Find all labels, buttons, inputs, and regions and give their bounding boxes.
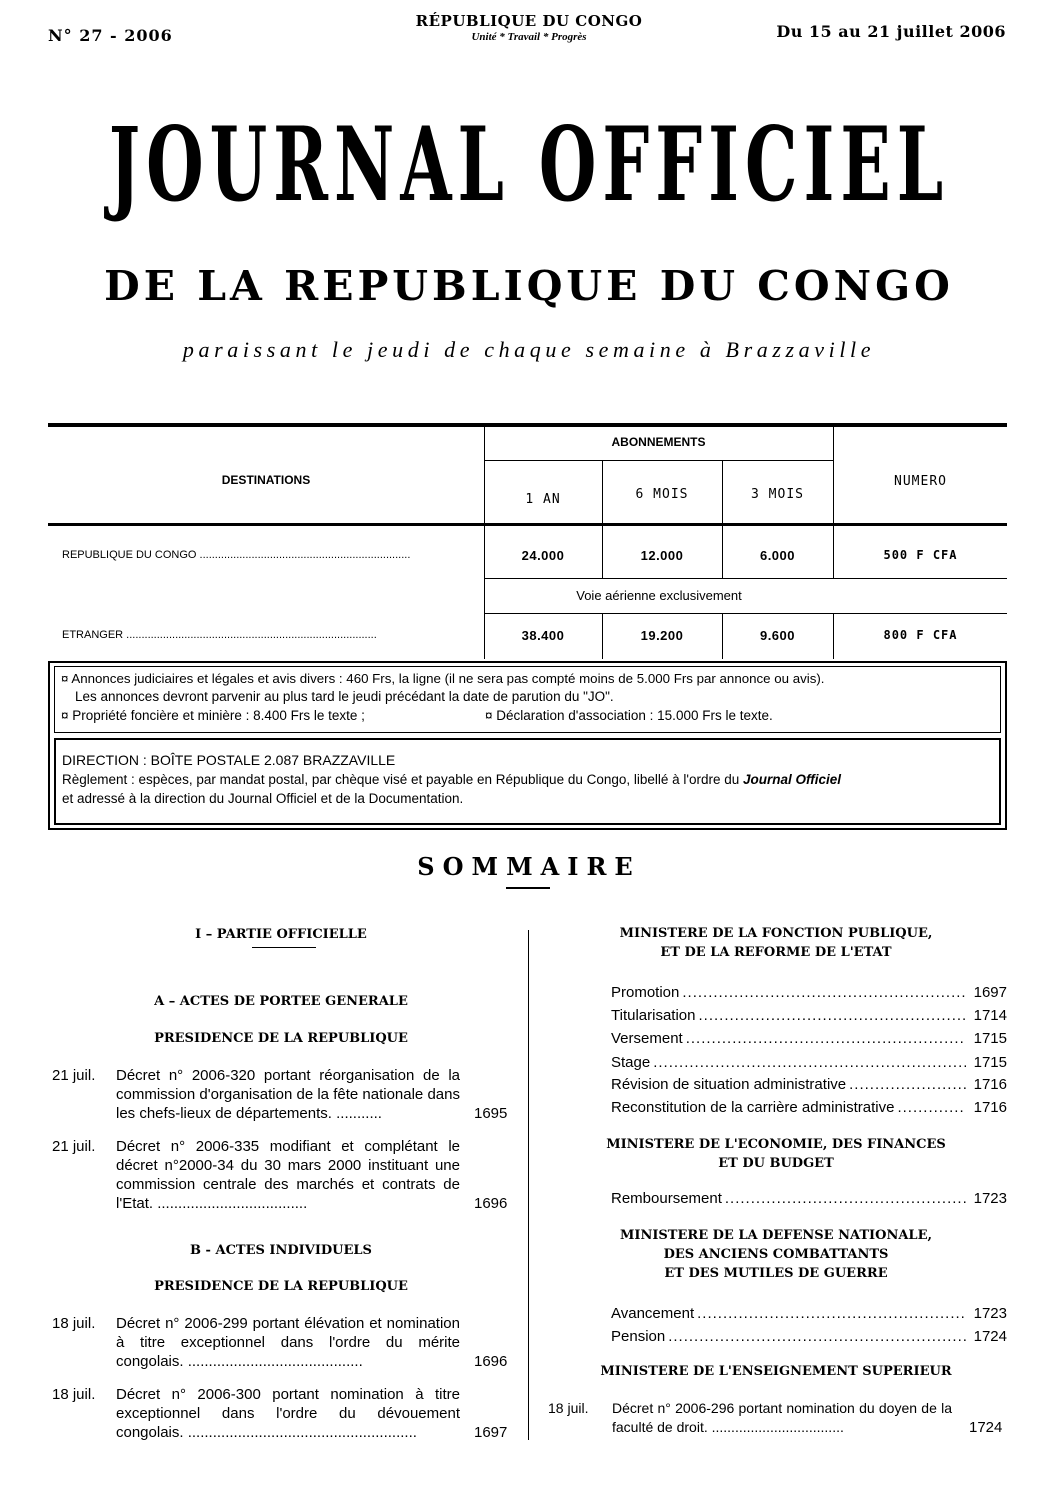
toc-dots bbox=[686, 1029, 966, 1048]
toc-dots bbox=[668, 1327, 966, 1346]
congo-3mois: 6.000 bbox=[759, 548, 796, 563]
entry-date: 18 juil. bbox=[52, 1315, 96, 1332]
toc-item bbox=[611, 1006, 1007, 1025]
journal-tagline: paraissant le jeudi de chaque semaine à Brazzaville bbox=[182, 337, 876, 362]
toc-dots bbox=[653, 1053, 966, 1072]
presidence-b: PRESIDENCE DE LA REPUBLIQUE bbox=[154, 1279, 408, 1294]
etranger-3mois: 9.600 bbox=[759, 628, 796, 643]
journal-officiel-emphasis: Journal Officiel bbox=[743, 772, 842, 787]
abonnements-header: ABONNEMENTS bbox=[611, 435, 706, 449]
divider bbox=[484, 578, 1007, 579]
etranger-1an: 38.400 bbox=[521, 628, 565, 643]
col-1an: 1 AN bbox=[525, 492, 561, 507]
sommaire-entry bbox=[52, 1137, 512, 1217]
col-3mois: 3 MOIS bbox=[751, 487, 804, 502]
col-6mois: 6 MOIS bbox=[635, 487, 689, 502]
divider bbox=[484, 613, 1007, 614]
numero-header: NUMERO bbox=[894, 474, 947, 489]
toc-page: 1715 bbox=[973, 1030, 1007, 1047]
toc-item bbox=[611, 1189, 1007, 1208]
congo-1an: 24.000 bbox=[521, 548, 565, 563]
section-a: A – ACTES DE PORTEE GENERALE bbox=[154, 994, 408, 1009]
toc-page: 1714 bbox=[973, 1007, 1007, 1024]
table-top-rule bbox=[48, 423, 1007, 427]
toc-item bbox=[611, 1053, 1007, 1072]
toc-label: Stage bbox=[611, 1054, 651, 1071]
issue-number: N° 27 - 2006 bbox=[48, 26, 173, 45]
direction-line2 bbox=[62, 771, 997, 788]
toc-dots bbox=[682, 983, 966, 1002]
toc-item bbox=[611, 1304, 1007, 1323]
toc-label: Versement bbox=[611, 1030, 683, 1047]
toc-dots bbox=[849, 1075, 966, 1094]
direction-box bbox=[54, 738, 1001, 825]
toc-item bbox=[611, 983, 1007, 1002]
entry-text: Décret n° 2006-335 modifiant et complétant le décret n°2000-34 du 30 mars 2000 instituant une commission centrale des marchés et contrats de l'Etat. .................................... bbox=[116, 1138, 460, 1212]
partie-underline bbox=[252, 947, 316, 948]
toc-label: Pension bbox=[611, 1328, 666, 1345]
toc-dots bbox=[725, 1189, 966, 1208]
entry-page: 1695 bbox=[474, 1105, 508, 1122]
sommaire-underline bbox=[506, 887, 550, 889]
partie-officielle: I – PARTIE OFFICIELLE bbox=[195, 927, 367, 942]
annonces-line3b: ¤ Déclaration d'association : 15.000 Frs le texte. bbox=[485, 708, 773, 723]
sommaire-entry bbox=[52, 1066, 512, 1126]
toc-page: 1716 bbox=[973, 1076, 1007, 1093]
direction-line3: et adressé à la direction du Journal Officiel et de la Documentation. bbox=[62, 791, 464, 806]
toc-page: 1715 bbox=[973, 1054, 1007, 1071]
sommaire-entry bbox=[52, 1385, 512, 1445]
row-congo-label: REPUBLIQUE DU CONGO ..................................................................... bbox=[62, 549, 411, 561]
entry-text: Décret n° 2006-299 portant élévation et nomination à titre exceptionnel dans l'ordre du mérite congolais. .......................................... bbox=[116, 1315, 460, 1370]
toc-page: 1716 bbox=[973, 1099, 1007, 1116]
row-etranger-label: ETRANGER .................................................................................. bbox=[62, 629, 377, 641]
annonces-line2: Les annonces devront parvenir au plus tard le jeudi précédant la date de parution du "JO". bbox=[75, 689, 614, 704]
toc-page: 1723 bbox=[973, 1305, 1007, 1322]
section-b: B - ACTES INDIVIDUELS bbox=[190, 1243, 372, 1258]
toc-page: 1697 bbox=[973, 984, 1007, 1001]
toc-page: 1723 bbox=[973, 1190, 1007, 1207]
voie-aerienne: Voie aérienne exclusivement bbox=[576, 588, 742, 603]
ministry-enseignement: MINISTERE DE L'ENSEIGNEMENT SUPERIEUR bbox=[600, 1364, 952, 1379]
journal-subtitle: DE LA REPUBLIQUE DU CONGO bbox=[104, 262, 954, 310]
toc-item bbox=[611, 1098, 1007, 1117]
sommaire-entry bbox=[548, 1399, 1007, 1443]
entry-page: 1697 bbox=[474, 1424, 508, 1441]
ministry-defense: MINISTERE DE LA DEFENSE NATIONALE, DES ANCIENS COMBATTANTS ET DES MUTILES DE GUERRE bbox=[619, 1228, 932, 1281]
column-divider bbox=[528, 930, 529, 1440]
toc-item bbox=[611, 1029, 1007, 1048]
toc-item bbox=[611, 1075, 1007, 1094]
table-header-rule bbox=[48, 523, 1007, 526]
presidence-a: PRESIDENCE DE LA REPUBLIQUE bbox=[154, 1031, 408, 1046]
republic-name: RÉPUBLIQUE DU CONGO bbox=[415, 12, 643, 30]
toc-label: Reconstitution de la carrière administrative bbox=[611, 1099, 895, 1116]
republic-motto: Unité * Travail * Progrès bbox=[471, 31, 587, 43]
destinations-header: DESTINATIONS bbox=[221, 473, 311, 487]
ministry-fonction-publique: MINISTERE DE LA FONCTION PUBLIQUE, ET DE LA REFORME DE L'ETAT bbox=[619, 926, 933, 960]
entry-text: Décret n° 2006-296 portant nomination du doyen de la faculté de droit. .................................. bbox=[612, 1400, 952, 1435]
entry-date: 18 juil. bbox=[52, 1386, 96, 1403]
entry-date: 18 juil. bbox=[548, 1400, 589, 1416]
entry-text: Décret n° 2006-320 portant réorganisation de la commission d'organisation de la fête nationale dans les chefs-lieux de départements. ........... bbox=[116, 1067, 460, 1122]
entry-page: 1696 bbox=[474, 1353, 508, 1370]
toc-label: Titularisation bbox=[611, 1007, 696, 1024]
sommaire-title: SOMMAIRE bbox=[417, 852, 641, 881]
annonces-box bbox=[54, 666, 1001, 733]
entry-page: 1696 bbox=[474, 1195, 508, 1212]
etranger-numero: 800 F CFA bbox=[883, 628, 958, 642]
entry-page: 1724 bbox=[969, 1419, 1003, 1436]
direction-line2-text: Règlement : espèces, par mandat postal, par chèque visé et payable en République du Congo, libellé à l'ordre du bbox=[62, 772, 744, 787]
etranger-6mois: 19.200 bbox=[640, 628, 684, 643]
divider bbox=[484, 460, 834, 461]
issue-dates: Du 15 au 21 juillet 2006 bbox=[776, 22, 1006, 41]
sommaire-entry bbox=[52, 1314, 512, 1374]
toc-page: 1724 bbox=[973, 1328, 1007, 1345]
entry-text: Décret n° 2006-300 portant nomination à titre exceptionnel dans l'ordre du dévouement congolais. ....................................................... bbox=[116, 1386, 460, 1441]
toc-label: Promotion bbox=[611, 984, 680, 1001]
entry-date: 21 juil. bbox=[52, 1138, 96, 1155]
toc-label: Avancement bbox=[611, 1305, 695, 1322]
toc-dots bbox=[897, 1098, 966, 1117]
toc-label: Remboursement bbox=[611, 1190, 722, 1207]
congo-6mois: 12.000 bbox=[640, 548, 684, 563]
toc-dots bbox=[697, 1304, 966, 1323]
journal-title: JOURNAL OFFICIEL bbox=[108, 104, 950, 225]
entry-date: 21 juil. bbox=[52, 1067, 96, 1084]
divider bbox=[484, 427, 485, 659]
annonces-line3a: ¤ Propriété foncière et minière : 8.400 Frs le texte ; bbox=[61, 708, 365, 723]
ministry-economie: MINISTERE DE L'ECONOMIE, DES FINANCES ET DU BUDGET bbox=[606, 1137, 946, 1171]
direction-line1: DIRECTION : BOÎTE POSTALE 2.087 BRAZZAVILLE bbox=[62, 752, 396, 768]
annonces-line1: ¤ Annonces judiciaires et légales et avis divers : 460 Frs, la ligne (il ne sera pas compté moins de 5.000 Frs par annonce ou avis). bbox=[61, 671, 825, 686]
congo-numero: 500 F CFA bbox=[883, 548, 958, 562]
toc-dots bbox=[698, 1006, 966, 1025]
toc-item bbox=[611, 1327, 1007, 1346]
toc-label: Révision de situation administrative bbox=[611, 1076, 847, 1093]
